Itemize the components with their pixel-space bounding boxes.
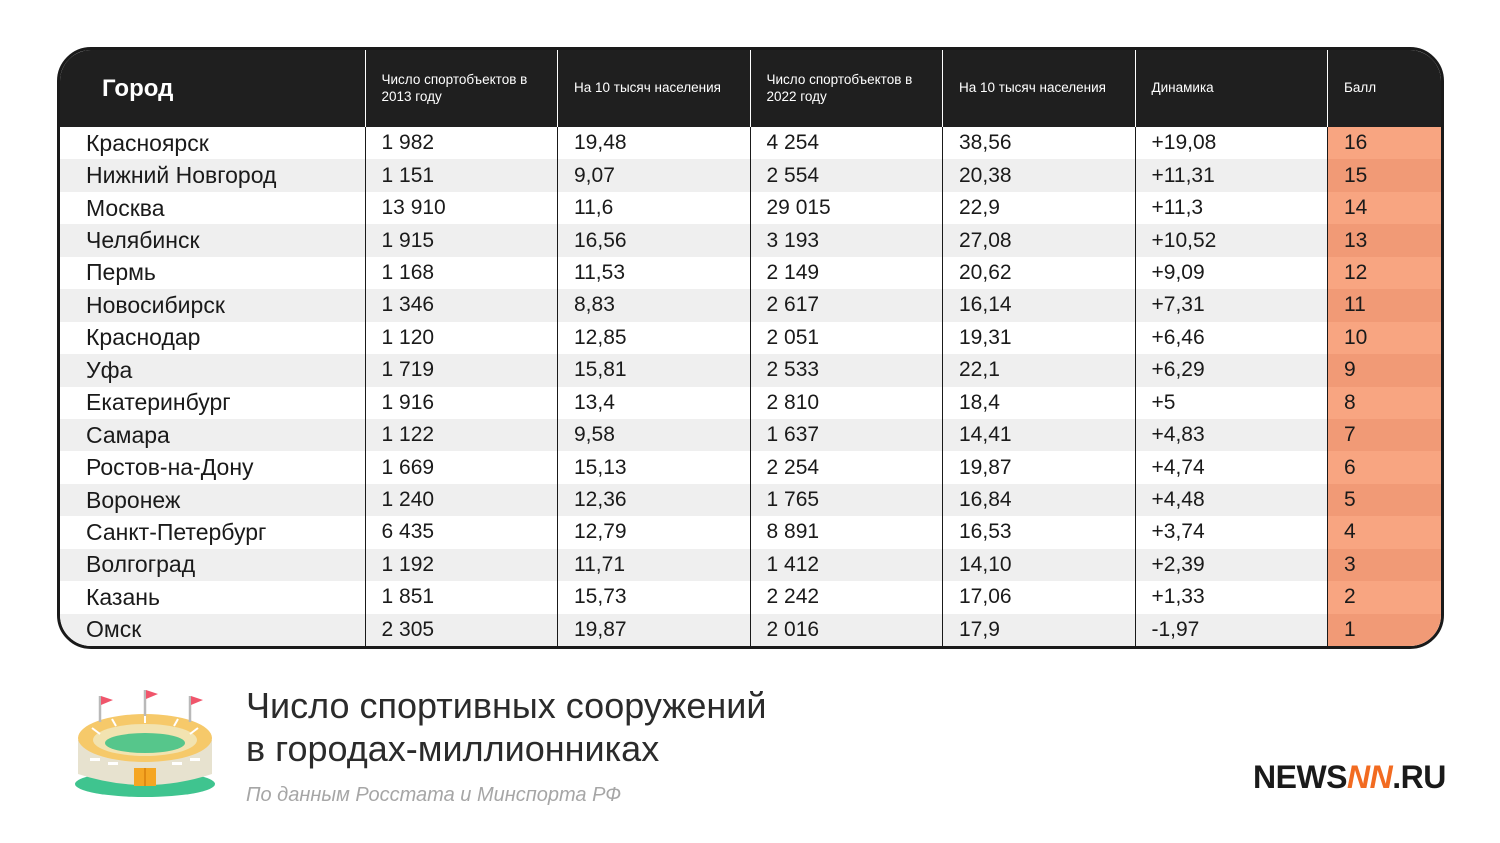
cell-per10k-2022: 18,4	[943, 387, 1136, 419]
cell-count-2013: 1 916	[365, 387, 558, 419]
cell-count-2013: 1 669	[365, 451, 558, 483]
cell-count-2022: 2 016	[750, 614, 943, 646]
cell-dynamics: +10,52	[1135, 224, 1328, 256]
cell-score: 3	[1328, 549, 1442, 581]
cell-count-2013: 1 851	[365, 581, 558, 613]
cell-city: Воронеж	[60, 484, 365, 516]
cell-count-2013: 1 168	[365, 257, 558, 289]
cell-per10k-2022: 14,10	[943, 549, 1136, 581]
cell-score: 14	[1328, 192, 1442, 224]
cell-per10k-2013: 11,53	[558, 257, 751, 289]
cell-score: 5	[1328, 484, 1442, 516]
cell-count-2013: 1 346	[365, 289, 558, 321]
cell-count-2022: 2 554	[750, 159, 943, 191]
table-row	[60, 516, 1442, 548]
cell-per10k-2022: 17,06	[943, 581, 1136, 613]
table-row	[60, 159, 1442, 191]
table-header-row	[60, 50, 1442, 127]
table-row	[60, 451, 1442, 483]
table-row	[60, 484, 1442, 516]
cell-count-2022: 2 254	[750, 451, 943, 483]
cell-count-2022: 3 193	[750, 224, 943, 256]
table-row	[60, 127, 1442, 159]
cell-dynamics: +7,31	[1135, 289, 1328, 321]
cell-per10k-2013: 16,56	[558, 224, 751, 256]
cell-count-2013: 1 240	[365, 484, 558, 516]
logo-mark: NN	[1347, 759, 1393, 795]
header-city: Город	[60, 50, 365, 127]
chart-title	[246, 684, 766, 770]
cell-dynamics: +19,08	[1135, 127, 1328, 159]
cell-per10k-2022: 16,53	[943, 516, 1136, 548]
logo-text-news: NEWS	[1253, 759, 1347, 795]
cell-per10k-2013: 11,6	[558, 192, 751, 224]
cell-count-2013: 1 151	[365, 159, 558, 191]
cell-score: 4	[1328, 516, 1442, 548]
cell-score: 9	[1328, 354, 1442, 386]
table-row	[60, 581, 1442, 613]
cell-per10k-2013: 13,4	[558, 387, 751, 419]
cell-count-2013: 2 305	[365, 614, 558, 646]
cell-city: Челябинск	[60, 224, 365, 256]
cell-city: Ростов-на-Дону	[86, 454, 254, 481]
cell-count-2022: 2 533	[750, 354, 943, 386]
cell-dynamics: +3,74	[1135, 516, 1328, 548]
table-row	[60, 322, 1442, 354]
cell-per10k-2022: 20,38	[943, 159, 1136, 191]
cell-score: 1	[1328, 614, 1442, 646]
cell-per10k-2022: 16,84	[943, 484, 1136, 516]
cell-per10k-2022: 19,87	[943, 451, 1136, 483]
table-row	[60, 549, 1442, 581]
cell-per10k-2013: 19,48	[558, 127, 751, 159]
cell-dynamics: -1,97	[1135, 614, 1328, 646]
header-dynamics: Динамика	[1135, 50, 1328, 127]
cell-count-2022: 4 254	[750, 127, 943, 159]
cell-score: 15	[1328, 159, 1442, 191]
table-row	[60, 289, 1442, 321]
table-row	[60, 614, 1442, 646]
table-row	[60, 387, 1442, 419]
cell-per10k-2013: 8,83	[558, 289, 751, 321]
cell-dynamics: +6,29	[1135, 354, 1328, 386]
cell-dynamics: +4,83	[1135, 419, 1328, 451]
cell-score: 16	[1328, 127, 1442, 159]
cell-score: 8	[1328, 387, 1442, 419]
cell-dynamics: +5	[1135, 387, 1328, 419]
cell-count-2013: 1 915	[365, 224, 558, 256]
cell-city: Санкт-Петербург	[86, 518, 267, 545]
cell-dynamics: +2,39	[1135, 549, 1328, 581]
table-row	[60, 224, 1442, 256]
cell-per10k-2022: 20,62	[943, 257, 1136, 289]
stadium-icon	[72, 688, 218, 798]
cell-per10k-2013: 12,79	[558, 516, 751, 548]
cell-score: 13	[1328, 224, 1442, 256]
cell-per10k-2013: 9,58	[558, 419, 751, 451]
cell-count-2013: 1 982	[365, 127, 558, 159]
cell-per10k-2022: 38,56	[943, 127, 1136, 159]
cell-score: 11	[1328, 289, 1442, 321]
cell-dynamics: +11,3	[1135, 192, 1328, 224]
cell-count-2013: 1 122	[365, 419, 558, 451]
cell-count-2022: 8 891	[750, 516, 943, 548]
title-line-2: в городах-миллионниках	[246, 728, 660, 769]
table-row	[60, 354, 1442, 386]
cell-city: Самара	[60, 419, 365, 451]
newsnn-logo	[1253, 759, 1446, 796]
cell-per10k-2022: 22,1	[943, 354, 1136, 386]
cell-count-2022: 2 149	[750, 257, 943, 289]
cell-per10k-2022: 27,08	[943, 224, 1136, 256]
cell-city: Новосибирск	[60, 289, 365, 321]
cell-per10k-2022: 19,31	[943, 322, 1136, 354]
cell-count-2013: 13 910	[365, 192, 558, 224]
cell-per10k-2022: 17,9	[943, 614, 1136, 646]
cell-count-2022: 1 765	[750, 484, 943, 516]
header-count-2022: Число спортобъектов в 2022 году	[750, 50, 943, 127]
title-line-1: Число спортивных сооружений	[246, 685, 767, 726]
cell-count-2022: 2 051	[750, 322, 943, 354]
cell-dynamics: +9,09	[1135, 257, 1328, 289]
header-count-2013: Число спортобъектов в 2013 году	[365, 50, 558, 127]
table-row	[60, 419, 1442, 451]
header-per10k-2013: На 10 тысяч населения	[558, 50, 751, 127]
cell-per10k-2013: 12,85	[558, 322, 751, 354]
cell-count-2013: 1 120	[365, 322, 558, 354]
cell-city: Красноярск	[86, 129, 209, 156]
cell-per10k-2013: 12,36	[558, 484, 751, 516]
cell-per10k-2022: 16,14	[943, 289, 1136, 321]
cell-count-2022: 2 242	[750, 581, 943, 613]
header-per10k-2022: На 10 тысяч населения	[943, 50, 1136, 127]
cell-count-2022: 1 637	[750, 419, 943, 451]
cell-count-2022: 29 015	[750, 192, 943, 224]
cell-per10k-2013: 11,71	[558, 549, 751, 581]
table-row	[60, 192, 1442, 224]
source-note: По данным Росстата и Минспорта РФ	[246, 784, 622, 806]
cell-dynamics: +6,46	[1135, 322, 1328, 354]
cell-per10k-2013: 9,07	[558, 159, 751, 191]
cell-per10k-2013: 15,73	[558, 581, 751, 613]
cell-score: 12	[1328, 257, 1442, 289]
cell-per10k-2022: 14,41	[943, 419, 1136, 451]
cell-city: Краснодар	[86, 324, 201, 351]
cell-count-2022: 2 810	[750, 387, 943, 419]
cell-per10k-2013: 19,87	[558, 614, 751, 646]
table-body	[60, 127, 1442, 646]
cell-score: 6	[1328, 451, 1442, 483]
cell-city: Москва	[86, 194, 165, 221]
cell-per10k-2013: 15,81	[558, 354, 751, 386]
data-table	[57, 47, 1444, 649]
cell-dynamics: +1,33	[1135, 581, 1328, 613]
cell-dynamics: +4,74	[1135, 451, 1328, 483]
cell-city: Омск	[60, 614, 365, 646]
cell-city: Уфа	[60, 354, 365, 386]
cell-count-2022: 2 617	[750, 289, 943, 321]
cell-city: Нижний Новгород	[60, 159, 365, 191]
cell-dynamics: +11,31	[1135, 159, 1328, 191]
header-score: Балл	[1328, 50, 1442, 127]
cell-per10k-2022: 22,9	[943, 192, 1136, 224]
cell-score: 10	[1328, 322, 1442, 354]
cell-city: Волгоград	[60, 549, 365, 581]
cell-count-2013: 1 192	[365, 549, 558, 581]
cell-dynamics: +4,48	[1135, 484, 1328, 516]
table-row	[60, 257, 1442, 289]
cell-per10k-2013: 15,13	[558, 451, 751, 483]
cell-score: 7	[1328, 419, 1442, 451]
cell-count-2022: 1 412	[750, 549, 943, 581]
cell-city: Пермь	[86, 259, 156, 286]
cell-count-2013: 1 719	[365, 354, 558, 386]
cell-count-2013: 6 435	[365, 516, 558, 548]
cell-city: Казань	[86, 583, 160, 610]
logo-text-ru: .RU	[1392, 759, 1446, 795]
cell-score: 2	[1328, 581, 1442, 613]
cell-city: Екатеринбург	[86, 389, 231, 416]
